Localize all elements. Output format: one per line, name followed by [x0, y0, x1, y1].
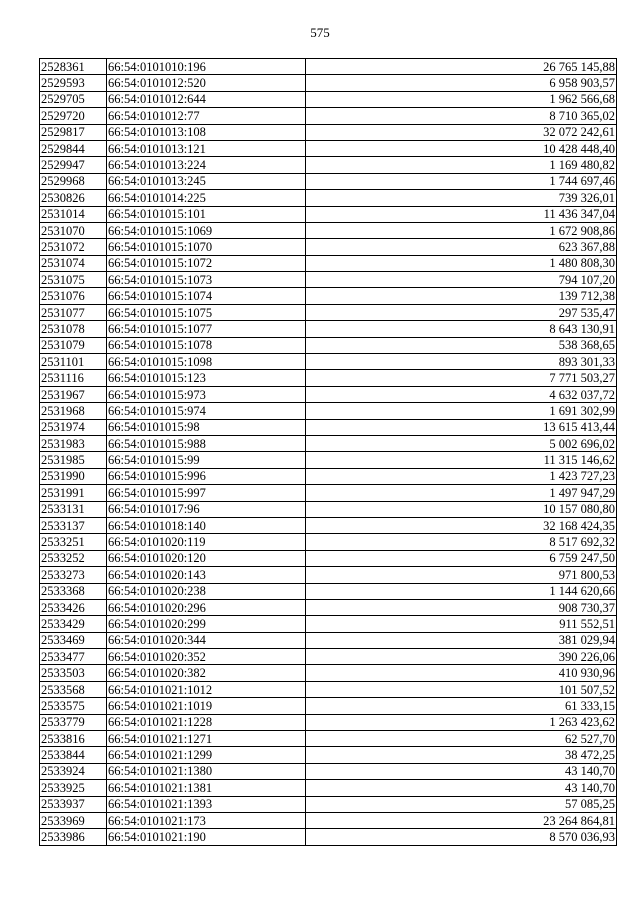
table-row	[40, 567, 617, 583]
record-id-cell: 2533844	[40, 747, 107, 763]
cadastral-number-cell: 66:54:0101020:299	[107, 616, 306, 632]
cadastral-number-cell: 66:54:0101015:98	[107, 419, 306, 435]
cadastral-value-cell: 1 144 620,66	[306, 583, 617, 599]
table-row	[40, 337, 617, 353]
cadastral-value-cell: 381 029,94	[306, 632, 617, 648]
cadastral-value-cell: 7 771 503,27	[306, 370, 617, 386]
cadastral-value-cell: 1 169 480,82	[306, 157, 617, 173]
cadastral-number-cell: 66:54:0101015:1070	[107, 239, 306, 255]
cadastral-number-cell: 66:54:0101021:190	[107, 829, 306, 845]
cadastral-value-cell: 32 072 242,61	[306, 124, 617, 140]
cadastral-value-cell: 6 759 247,50	[306, 550, 617, 566]
record-id-cell: 2533575	[40, 698, 107, 714]
cadastral-value-cell: 1 672 908,86	[306, 222, 617, 238]
record-id-cell: 2529947	[40, 157, 107, 173]
record-id-cell: 2533429	[40, 616, 107, 632]
cadastral-value-cell: 623 367,88	[306, 239, 617, 255]
table-row	[40, 173, 617, 189]
table-row	[40, 812, 617, 828]
table-row	[40, 435, 617, 451]
record-id-cell: 2529593	[40, 75, 107, 91]
cadastral-number-cell: 66:54:0101015:974	[107, 403, 306, 419]
cadastral-number-cell: 66:54:0101020:143	[107, 567, 306, 583]
record-id-cell: 2533816	[40, 731, 107, 747]
table-row	[40, 550, 617, 566]
table-row	[40, 419, 617, 435]
record-id-cell: 2531014	[40, 206, 107, 222]
cadastral-value-cell: 101 507,52	[306, 681, 617, 697]
table-row	[40, 829, 617, 845]
cadastral-value-cell: 38 472,25	[306, 747, 617, 763]
cadastral-value-cell: 1 962 566,68	[306, 91, 617, 107]
cadastral-number-cell: 66:54:0101015:1077	[107, 321, 306, 337]
cadastral-value-cell: 13 615 413,44	[306, 419, 617, 435]
table-row	[40, 763, 617, 779]
table-row	[40, 583, 617, 599]
cadastral-value-cell: 8 643 130,91	[306, 321, 617, 337]
record-id-cell: 2531974	[40, 419, 107, 435]
cadastral-number-cell: 66:54:0101013:245	[107, 173, 306, 189]
cadastral-value-cell: 8 570 036,93	[306, 829, 617, 845]
table-row	[40, 272, 617, 288]
cadastral-number-cell: 66:54:0101015:996	[107, 468, 306, 484]
cadastral-value-cell: 410 930,96	[306, 665, 617, 681]
cadastral-number-cell: 66:54:0101020:296	[107, 599, 306, 615]
cadastral-number-cell: 66:54:0101014:225	[107, 190, 306, 206]
cadastral-value-cell: 32 168 424,35	[306, 517, 617, 533]
cadastral-number-cell: 66:54:0101015:1073	[107, 272, 306, 288]
record-id-cell: 2531968	[40, 403, 107, 419]
record-id-cell: 2530826	[40, 190, 107, 206]
cadastral-number-cell: 66:54:0101020:238	[107, 583, 306, 599]
table-row	[40, 599, 617, 615]
table-row	[40, 370, 617, 386]
cadastral-value-cell: 538 368,65	[306, 337, 617, 353]
cadastral-value-cell: 1 497 947,29	[306, 485, 617, 501]
table-row	[40, 780, 617, 796]
cadastral-number-cell: 66:54:0101021:1228	[107, 714, 306, 730]
cadastral-number-cell: 66:54:0101012:644	[107, 91, 306, 107]
table-row	[40, 140, 617, 156]
cadastral-number-cell: 66:54:0101020:382	[107, 665, 306, 681]
cadastral-value-cell: 8 710 365,02	[306, 108, 617, 124]
cadastral-number-cell: 66:54:0101017:96	[107, 501, 306, 517]
cadastral-value-table	[39, 58, 617, 846]
record-id-cell: 2531983	[40, 435, 107, 451]
cadastral-number-cell: 66:54:0101021:1381	[107, 780, 306, 796]
table-row	[40, 157, 617, 173]
cadastral-number-cell: 66:54:0101015:1098	[107, 354, 306, 370]
table-row	[40, 485, 617, 501]
record-id-cell: 2533273	[40, 567, 107, 583]
table-row	[40, 714, 617, 730]
table-row	[40, 354, 617, 370]
cadastral-number-cell: 66:54:0101015:1072	[107, 255, 306, 271]
table-row	[40, 255, 617, 271]
cadastral-value-cell: 6 958 903,57	[306, 75, 617, 91]
cadastral-value-cell: 390 226,06	[306, 649, 617, 665]
cadastral-value-cell: 10 428 448,40	[306, 140, 617, 156]
cadastral-number-cell: 66:54:0101012:520	[107, 75, 306, 91]
table-row	[40, 222, 617, 238]
record-id-cell: 2531991	[40, 485, 107, 501]
cadastral-value-cell: 739 326,01	[306, 190, 617, 206]
cadastral-value-cell: 1 744 697,46	[306, 173, 617, 189]
cadastral-value-cell: 1 691 302,99	[306, 403, 617, 419]
record-id-cell: 2529968	[40, 173, 107, 189]
record-id-cell: 2533503	[40, 665, 107, 681]
cadastral-number-cell: 66:54:0101013:108	[107, 124, 306, 140]
table-row	[40, 288, 617, 304]
record-id-cell: 2531076	[40, 288, 107, 304]
record-id-cell: 2531985	[40, 452, 107, 468]
cadastral-value-cell: 1 263 423,62	[306, 714, 617, 730]
record-id-cell: 2533137	[40, 517, 107, 533]
record-id-cell: 2531967	[40, 386, 107, 402]
record-id-cell: 2529817	[40, 124, 107, 140]
cadastral-value-cell: 971 800,53	[306, 567, 617, 583]
table-row	[40, 649, 617, 665]
record-id-cell: 2533131	[40, 501, 107, 517]
table-row	[40, 108, 617, 124]
cadastral-value-cell: 1 423 727,23	[306, 468, 617, 484]
cadastral-number-cell: 66:54:0101020:352	[107, 649, 306, 665]
cadastral-value-cell: 11 315 146,62	[306, 452, 617, 468]
table-row	[40, 452, 617, 468]
cadastral-number-cell: 66:54:0101015:1078	[107, 337, 306, 353]
record-id-cell: 2533426	[40, 599, 107, 615]
cadastral-value-cell: 43 140,70	[306, 763, 617, 779]
table-row	[40, 468, 617, 484]
table-row	[40, 796, 617, 812]
cadastral-value-cell: 11 436 347,04	[306, 206, 617, 222]
record-id-cell: 2533925	[40, 780, 107, 796]
cadastral-value-cell: 26 765 145,88	[306, 59, 617, 75]
cadastral-value-cell: 4 632 037,72	[306, 386, 617, 402]
cadastral-number-cell: 66:54:0101015:1074	[107, 288, 306, 304]
cadastral-number-cell: 66:54:0101015:997	[107, 485, 306, 501]
record-id-cell: 2533469	[40, 632, 107, 648]
table-row	[40, 304, 617, 320]
table-row	[40, 698, 617, 714]
table-row	[40, 665, 617, 681]
record-id-cell: 2531079	[40, 337, 107, 353]
cadastral-number-cell: 66:54:0101015:1069	[107, 222, 306, 238]
cadastral-number-cell: 66:54:0101020:120	[107, 550, 306, 566]
record-id-cell: 2529705	[40, 91, 107, 107]
record-id-cell: 2533924	[40, 763, 107, 779]
cadastral-value-cell: 911 552,51	[306, 616, 617, 632]
cadastral-number-cell: 66:54:0101015:988	[107, 435, 306, 451]
cadastral-value-cell: 908 730,37	[306, 599, 617, 615]
table-row	[40, 321, 617, 337]
record-id-cell: 2531074	[40, 255, 107, 271]
record-id-cell: 2531101	[40, 354, 107, 370]
table-row	[40, 534, 617, 550]
cadastral-number-cell: 66:54:0101015:1075	[107, 304, 306, 320]
cadastral-value-cell: 62 527,70	[306, 731, 617, 747]
cadastral-value-cell: 139 712,38	[306, 288, 617, 304]
record-id-cell: 2529844	[40, 140, 107, 156]
record-id-cell: 2528361	[40, 59, 107, 75]
record-id-cell: 2531078	[40, 321, 107, 337]
cadastral-number-cell: 66:54:0101015:101	[107, 206, 306, 222]
table-row	[40, 403, 617, 419]
cadastral-number-cell: 66:54:0101020:119	[107, 534, 306, 550]
cadastral-number-cell: 66:54:0101013:121	[107, 140, 306, 156]
page-number: 575	[310, 25, 330, 40]
cadastral-value-cell: 8 517 692,32	[306, 534, 617, 550]
cadastral-value-cell: 1 480 808,30	[306, 255, 617, 271]
cadastral-value-cell: 794 107,20	[306, 272, 617, 288]
record-id-cell: 2531075	[40, 272, 107, 288]
table-row	[40, 632, 617, 648]
cadastral-number-cell: 66:54:0101015:99	[107, 452, 306, 468]
record-id-cell: 2533937	[40, 796, 107, 812]
table-row	[40, 731, 617, 747]
cadastral-value-cell: 893 301,33	[306, 354, 617, 370]
cadastral-number-cell: 66:54:0101021:1019	[107, 698, 306, 714]
table-row	[40, 501, 617, 517]
record-id-cell: 2531072	[40, 239, 107, 255]
table-row	[40, 124, 617, 140]
record-id-cell: 2531116	[40, 370, 107, 386]
cadastral-number-cell: 66:54:0101021:1271	[107, 731, 306, 747]
cadastral-number-cell: 66:54:0101020:344	[107, 632, 306, 648]
cadastral-value-cell: 10 157 080,80	[306, 501, 617, 517]
cadastral-number-cell: 66:54:0101021:1380	[107, 763, 306, 779]
cadastral-number-cell: 66:54:0101015:123	[107, 370, 306, 386]
record-id-cell: 2529720	[40, 108, 107, 124]
record-id-cell: 2533251	[40, 534, 107, 550]
cadastral-value-cell: 57 085,25	[306, 796, 617, 812]
cadastral-number-cell: 66:54:0101021:173	[107, 812, 306, 828]
record-id-cell: 2533969	[40, 812, 107, 828]
cadastral-number-cell: 66:54:0101010:196	[107, 59, 306, 75]
cadastral-value-cell: 5 002 696,02	[306, 435, 617, 451]
record-id-cell: 2533252	[40, 550, 107, 566]
cadastral-number-cell: 66:54:0101013:224	[107, 157, 306, 173]
cadastral-number-cell: 66:54:0101012:77	[107, 108, 306, 124]
table-row	[40, 747, 617, 763]
record-id-cell: 2531990	[40, 468, 107, 484]
cadastral-value-cell: 297 535,47	[306, 304, 617, 320]
cadastral-number-cell: 66:54:0101015:973	[107, 386, 306, 402]
cadastral-value-cell: 43 140,70	[306, 780, 617, 796]
cadastral-value-cell: 61 333,15	[306, 698, 617, 714]
cadastral-value-cell: 23 264 864,81	[306, 812, 617, 828]
table-row	[40, 681, 617, 697]
table-row	[40, 517, 617, 533]
record-id-cell: 2533477	[40, 649, 107, 665]
record-id-cell: 2531077	[40, 304, 107, 320]
record-id-cell: 2533779	[40, 714, 107, 730]
table-row	[40, 190, 617, 206]
cadastral-number-cell: 66:54:0101021:1012	[107, 681, 306, 697]
cadastral-number-cell: 66:54:0101021:1299	[107, 747, 306, 763]
table-row	[40, 59, 617, 75]
table-body	[40, 59, 617, 846]
record-id-cell: 2531070	[40, 222, 107, 238]
table-row	[40, 616, 617, 632]
table-row	[40, 206, 617, 222]
cadastral-number-cell: 66:54:0101018:140	[107, 517, 306, 533]
record-id-cell: 2533568	[40, 681, 107, 697]
table-row	[40, 239, 617, 255]
table-row	[40, 386, 617, 402]
table-row	[40, 75, 617, 91]
record-id-cell: 2533986	[40, 829, 107, 845]
cadastral-number-cell: 66:54:0101021:1393	[107, 796, 306, 812]
record-id-cell: 2533368	[40, 583, 107, 599]
table-row	[40, 91, 617, 107]
